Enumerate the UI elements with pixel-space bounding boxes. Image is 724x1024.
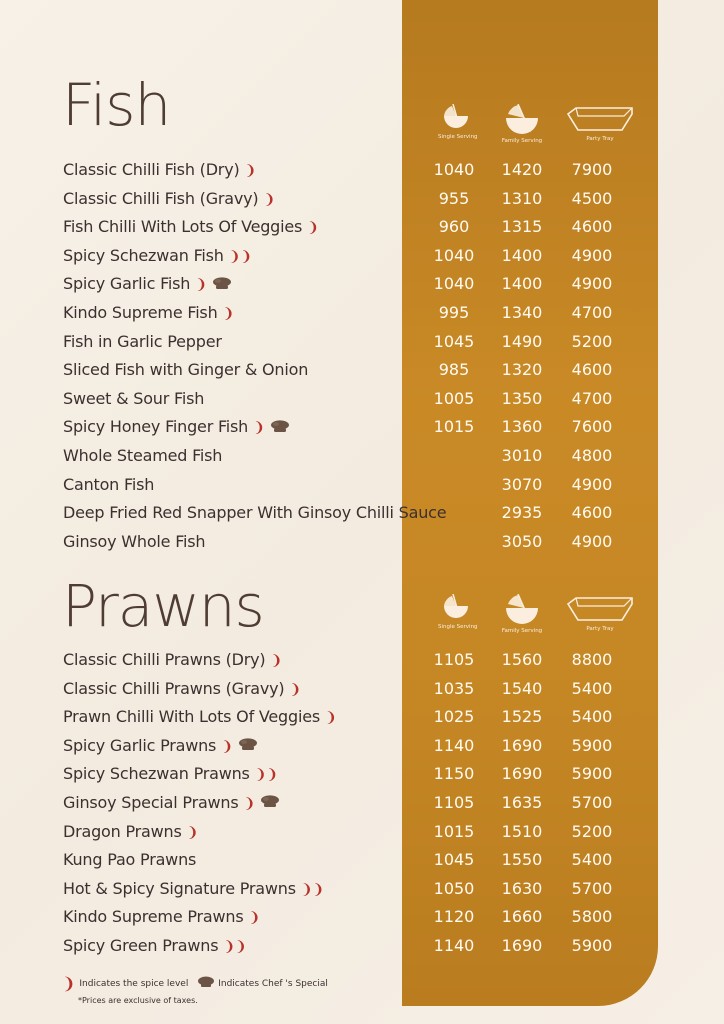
price-single: 1040: [433, 274, 475, 294]
price-party: 5400: [571, 678, 613, 698]
price-family: 1490: [501, 331, 543, 351]
price-party: 5400: [571, 850, 613, 870]
chili-icon: ❩: [307, 220, 319, 237]
chef-hat-icon: [260, 789, 280, 817]
dish-name: Classic Chilli Fish (Dry) ❩: [63, 160, 257, 179]
chili-icon: ❩: [289, 681, 301, 698]
price-party: 5900: [571, 735, 613, 755]
dish-name: Spicy Garlic Prawns ❩: [63, 732, 258, 761]
family-serving-icon: [500, 104, 544, 144]
spice-legend-text: Indicates the spice level: [79, 979, 189, 989]
price-single: 1045: [433, 331, 475, 351]
chili-icon: ❩: [221, 738, 233, 755]
chili-icon: ❩: [263, 191, 275, 208]
price-party: 5900: [571, 935, 613, 955]
price-family: 1690: [501, 935, 543, 955]
price-party: 5800: [571, 907, 613, 927]
dish-name: Whole Steamed Fish: [63, 445, 223, 465]
price-family: 1630: [501, 878, 543, 898]
price-single: 1105: [433, 650, 475, 669]
price-party: 4700: [571, 302, 613, 322]
menu-item: [0, 413, 724, 442]
tax-note: *Prices are exclusive of taxes.: [78, 996, 198, 1005]
price-single: 1040: [433, 160, 475, 179]
price-family: 3070: [501, 474, 543, 494]
dish-name: Canton Fish: [63, 474, 155, 494]
price-party: 4600: [571, 503, 613, 523]
price-party: 4500: [571, 188, 613, 208]
menu-item: [0, 213, 724, 242]
price-single: 1005: [433, 388, 475, 408]
serving-icons-fish: [402, 104, 658, 164]
menu-list-fish: [0, 156, 724, 556]
dish-name: Sliced Fish with Ginger & Onion: [63, 360, 309, 380]
price-family: 1660: [501, 907, 543, 927]
price-party: 4900: [571, 274, 613, 294]
chili-icon: ❩❩: [223, 938, 247, 955]
menu-item: [0, 932, 724, 961]
dish-name: Classic Chilli Prawns (Dry) ❩: [63, 650, 282, 669]
chili-icon: ❩: [222, 305, 235, 322]
price-single: 1025: [433, 707, 475, 727]
price-single: 985: [438, 360, 470, 380]
menu-item: [0, 328, 724, 357]
menu-item: [0, 156, 724, 185]
dish-name: Prawn Chilli With Lots Of Veggies ❩: [63, 707, 337, 727]
dish-name: Classic Chilli Prawns (Gravy) ❩: [63, 678, 301, 698]
dish-name: Spicy Green Prawns ❩❩: [63, 935, 247, 955]
price-party: 5700: [571, 878, 613, 898]
price-party: 4800: [571, 445, 613, 465]
serving-label: Single Serving: [438, 624, 478, 630]
chef-hat-icon: [197, 976, 215, 991]
menu-item: [0, 789, 724, 818]
price-party: 4700: [571, 388, 613, 408]
price-family: 1320: [501, 360, 543, 380]
menu-item: [0, 299, 724, 328]
single-serving-icon: [438, 594, 478, 630]
price-party: 8800: [571, 650, 613, 669]
price-family: 3050: [501, 531, 543, 551]
party-tray-icon: [562, 594, 638, 632]
menu-item: [0, 270, 724, 299]
price-family: 1525: [501, 707, 543, 727]
chili-icon: ❩: [253, 420, 265, 437]
price-family: 1310: [501, 188, 543, 208]
price-single: 1150: [433, 764, 475, 784]
price-family: 1400: [501, 245, 543, 265]
dish-name: Spicy Garlic Fish ❩: [63, 270, 232, 299]
price-family: 1690: [501, 735, 543, 755]
menu-item: [0, 875, 724, 904]
price-single: 1140: [433, 735, 475, 755]
dish-name: Kung Pao Prawns: [63, 850, 197, 870]
dish-name: Ginsoy Special Prawns ❩: [63, 789, 280, 818]
dish-name: Sweet & Sour Fish: [63, 388, 205, 408]
price-party: 4900: [571, 531, 613, 551]
price-party: 5900: [571, 764, 613, 784]
price-single: 960: [438, 217, 470, 237]
serving-icons-prawns: [402, 594, 658, 654]
menu-item: [0, 703, 724, 732]
price-single: 1015: [433, 821, 475, 841]
price-family: 3010: [501, 445, 543, 465]
price-family: 1635: [501, 792, 543, 812]
price-family: 1560: [501, 650, 543, 669]
chili-icon: ❩: [270, 653, 282, 669]
dish-name: Hot & Spicy Signature Prawns ❩❩: [63, 878, 324, 898]
serving-label: Single Serving: [438, 134, 478, 140]
party-tray-icon: [562, 104, 638, 142]
price-party: 4900: [571, 245, 613, 265]
menu-item: [0, 242, 724, 271]
serving-label: Party Tray: [586, 136, 614, 142]
menu-item: [0, 499, 724, 528]
serving-label: Family Serving: [501, 628, 543, 634]
dish-name: Spicy Honey Finger Fish ❩: [63, 413, 290, 442]
price-family: 2935: [501, 503, 543, 523]
price-family: 1315: [501, 217, 543, 237]
section-title-fish: Fish: [62, 71, 171, 139]
single-serving-icon: [438, 104, 478, 140]
chili-icon: ❩: [248, 910, 260, 927]
price-single: 1140: [433, 935, 475, 955]
menu-item: [0, 442, 724, 471]
price-single: 1050: [433, 878, 475, 898]
menu-item: [0, 385, 724, 414]
chili-icon: ❩: [195, 277, 207, 294]
dish-name: Deep Fried Red Snapper With Ginsoy Chilli Sauce: [63, 503, 447, 523]
menu-item: [0, 185, 724, 214]
dish-name: Dragon Prawns ❩: [63, 821, 199, 841]
price-family: 1550: [501, 850, 543, 870]
price-family: 1690: [501, 764, 543, 784]
menu-item: [0, 646, 724, 675]
serving-label: Party Tray: [586, 626, 614, 632]
menu-item: [0, 471, 724, 500]
chef-hat-icon: [270, 414, 290, 442]
dish-name: Fish in Garlic Pepper: [63, 331, 222, 351]
price-family: 1360: [501, 417, 543, 437]
chili-icon: ❩: [244, 163, 257, 179]
price-single: 1040: [433, 245, 475, 265]
price-party: 4600: [571, 360, 613, 380]
serving-label: Family Serving: [501, 138, 543, 144]
chef-legend-text: Indicates Chef 's Special: [218, 979, 328, 989]
menu-item: [0, 356, 724, 385]
price-family: 1540: [501, 678, 543, 698]
price-single: 955: [438, 188, 470, 208]
dish-name: Classic Chilli Fish (Gravy) ❩: [63, 188, 275, 208]
price-family: 1400: [501, 274, 543, 294]
menu-item: [0, 528, 724, 557]
chili-icon: ❩❩: [300, 881, 324, 898]
section-title-prawns: Prawns: [62, 572, 264, 640]
dish-name: Ginsoy Whole Fish: [63, 531, 206, 551]
price-single: 1105: [433, 792, 475, 812]
menu-item: [0, 846, 724, 875]
legend: [62, 974, 328, 993]
family-serving-icon: [500, 594, 544, 634]
price-party: 5400: [571, 707, 613, 727]
price-party: 5700: [571, 792, 613, 812]
dish-name: Kindo Supreme Prawns ❩: [63, 907, 260, 927]
price-single: 1035: [433, 678, 475, 698]
dish-name: Kindo Supreme Fish ❩: [63, 302, 235, 322]
price-family: 1420: [501, 160, 543, 179]
chili-icon: ❩: [62, 974, 76, 993]
chef-hat-icon: [238, 732, 258, 760]
price-party: 4600: [571, 217, 613, 237]
chili-icon: ❩: [186, 824, 199, 841]
price-party: 5200: [571, 821, 613, 841]
price-single: 1045: [433, 850, 475, 870]
menu-list-prawns: [0, 646, 724, 961]
menu-item: [0, 675, 724, 704]
dish-name: Spicy Schezwan Fish ❩❩: [63, 245, 252, 265]
chili-icon: ❩❩: [254, 767, 278, 784]
price-single: 995: [438, 302, 470, 322]
price-single: 1015: [433, 417, 475, 437]
menu-item: [0, 903, 724, 932]
chili-icon: ❩❩: [228, 248, 252, 265]
chef-hat-icon: [212, 271, 232, 299]
price-party: 5200: [571, 331, 613, 351]
chili-icon: ❩: [243, 795, 256, 812]
price-party: 7600: [571, 417, 613, 437]
price-party: 7900: [571, 160, 613, 179]
menu-item: [0, 760, 724, 789]
menu-item: [0, 818, 724, 847]
menu-item: [0, 732, 724, 761]
price-family: 1340: [501, 302, 543, 322]
dish-name: Fish Chilli With Lots Of Veggies ❩: [63, 217, 319, 237]
price-family: 1350: [501, 388, 543, 408]
dish-name: Spicy Schezwan Prawns ❩❩: [63, 764, 278, 784]
chili-icon: ❩: [324, 710, 337, 727]
price-party: 4900: [571, 474, 613, 494]
price-family: 1510: [501, 821, 543, 841]
price-single: 1120: [433, 907, 475, 927]
